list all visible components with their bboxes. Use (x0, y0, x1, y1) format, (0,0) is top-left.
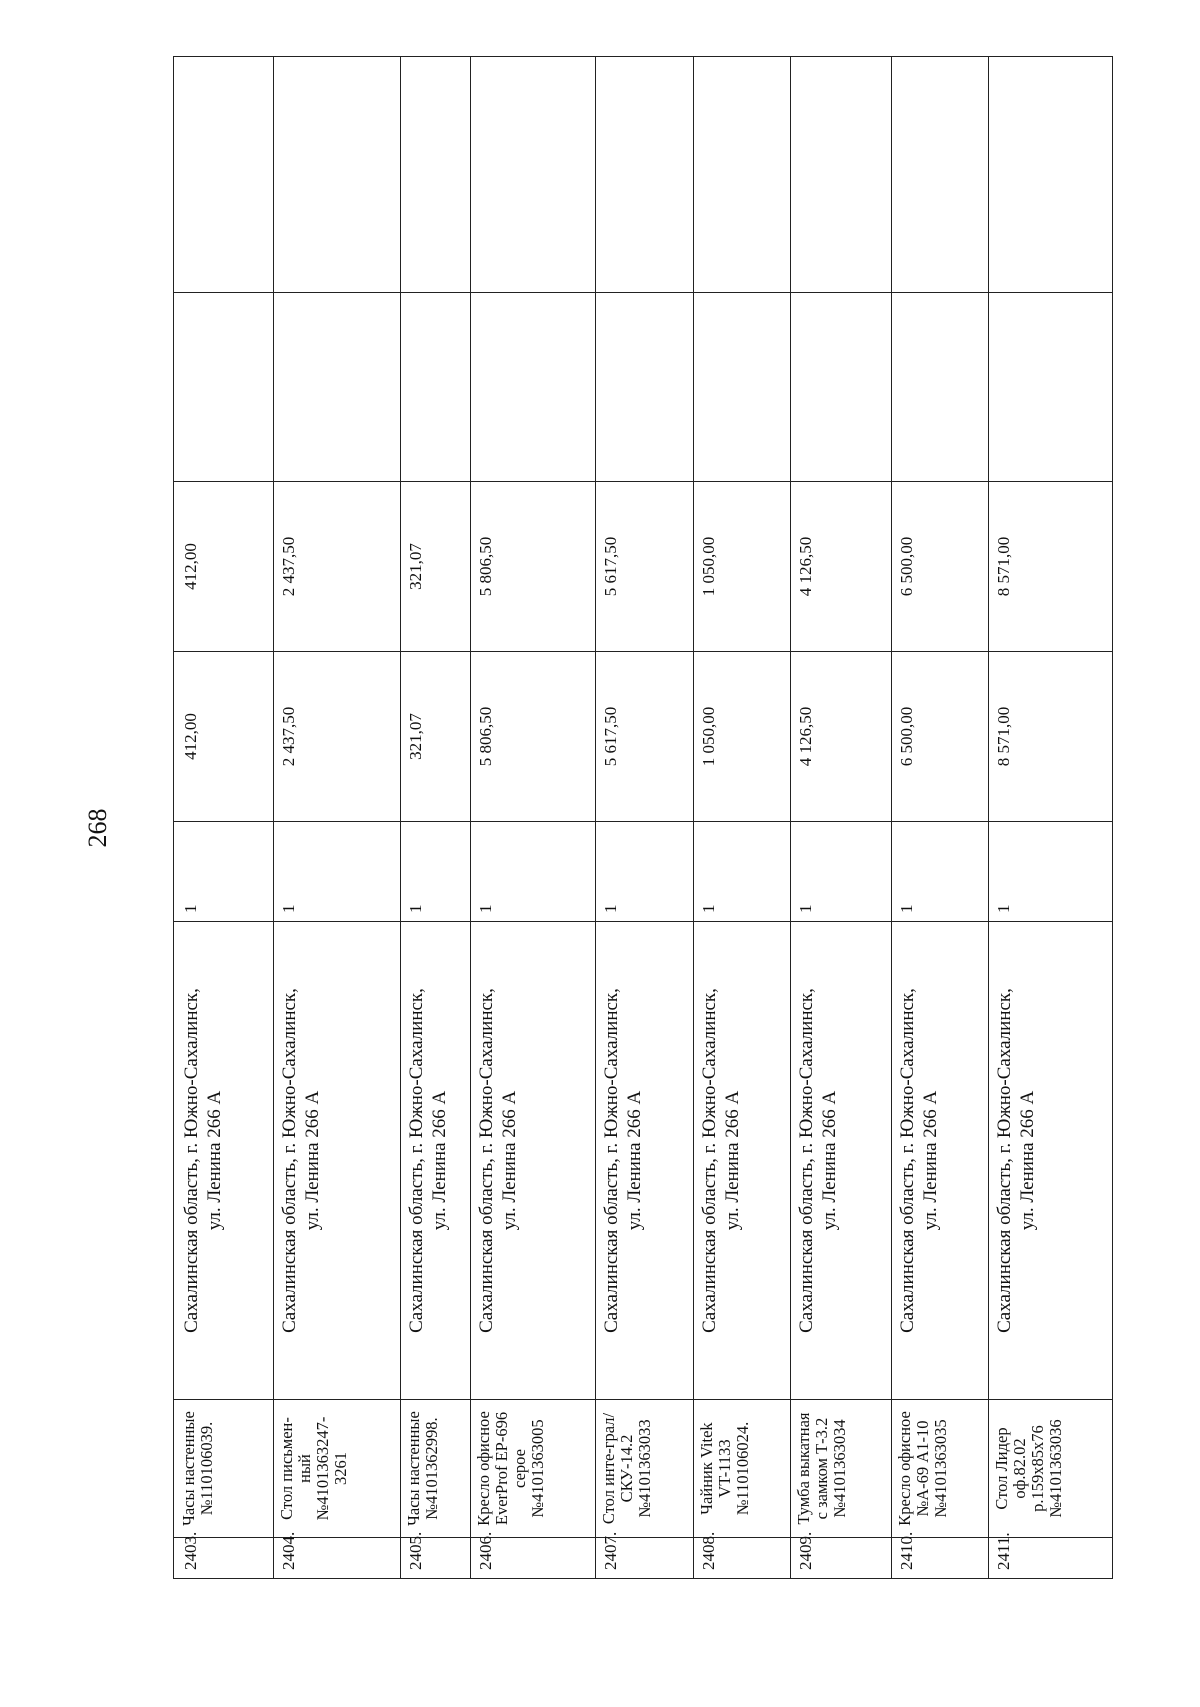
item-address (694, 922, 791, 1400)
empty-cell (470, 293, 596, 482)
empty-cell (694, 57, 791, 293)
table-row (694, 57, 791, 1579)
item-value-1: 6 500,00 (891, 652, 989, 822)
item-address (174, 922, 274, 1400)
address-line1: Сахалинская область, г. Южно-Сахалинск, (795, 988, 817, 1333)
item-name: Стол Лидер оф.82.02 р.159х85х76 №4101363036 (989, 1400, 1113, 1538)
item-value-2: 2 437,50 (273, 482, 400, 652)
row-number: 2407. (596, 1538, 694, 1579)
item-address (989, 922, 1113, 1400)
address-line1: Сахалинская область, г. Южно-Сахалинск, (896, 988, 918, 1333)
address-line2: ул. Ленина 266 А (919, 1090, 941, 1231)
row-number: 2408. (694, 1538, 791, 1579)
empty-cell (174, 293, 274, 482)
item-quantity: 1 (891, 822, 989, 922)
empty-cell (596, 57, 694, 293)
item-address (596, 922, 694, 1400)
item-address (400, 922, 470, 1400)
empty-cell (790, 293, 891, 482)
table-row (470, 57, 596, 1579)
address-line1: Сахалинская область, г. Южно-Сахалинск, (994, 988, 1016, 1333)
item-quantity: 1 (596, 822, 694, 922)
item-name: Чайник Vitek VT-1133 №110106024. (694, 1400, 791, 1538)
address-line2: ул. Ленина 266 А (498, 1090, 520, 1231)
empty-cell (989, 293, 1113, 482)
item-value-2: 4 126,50 (790, 482, 891, 652)
address-line1: Сахалинская область, г. Южно-Сахалинск, (405, 988, 427, 1333)
item-value-2: 412,00 (174, 482, 274, 652)
item-name: Стол инте-грал/СКУ-14.2 №4101363033 (596, 1400, 694, 1538)
item-value-1: 2 437,50 (273, 652, 400, 822)
address-line2: ул. Ленина 266 А (428, 1090, 450, 1231)
empty-cell (790, 57, 891, 293)
item-quantity: 1 (790, 822, 891, 922)
table-row (596, 57, 694, 1579)
row-number: 2411. (989, 1538, 1113, 1579)
item-address (273, 922, 400, 1400)
inventory-table-rotated (173, 57, 1113, 1579)
item-quantity: 1 (694, 822, 791, 922)
item-value-1: 8 571,00 (989, 652, 1113, 822)
empty-cell (400, 57, 470, 293)
empty-cell (989, 57, 1113, 293)
row-number: 2405. (400, 1538, 470, 1579)
item-value-2: 5 806,50 (470, 482, 596, 652)
item-value-2: 8 571,00 (989, 482, 1113, 652)
table-row (989, 57, 1113, 1579)
empty-cell (174, 57, 274, 293)
item-name: Часы настенные №110106039. (174, 1400, 274, 1538)
address-line1: Сахалинская область, г. Южно-Сахалинск, (475, 988, 497, 1333)
row-number: 2409. (790, 1538, 891, 1579)
address-line2: ул. Ленина 266 А (818, 1090, 840, 1231)
item-quantity: 1 (174, 822, 274, 922)
address-line1: Сахалинская область, г. Южно-Сахалинск, (699, 988, 721, 1333)
item-quantity: 1 (400, 822, 470, 922)
table-row (174, 57, 274, 1579)
row-number: 2404. (273, 1538, 400, 1579)
item-quantity: 1 (470, 822, 596, 922)
item-value-1: 1 050,00 (694, 652, 791, 822)
item-value-1: 4 126,50 (790, 652, 891, 822)
page-number: 268 (83, 808, 112, 848)
address-line2: ул. Ленина 266 А (204, 1090, 225, 1231)
item-address (790, 922, 891, 1400)
item-value-1: 321,07 (400, 652, 470, 822)
item-value-2: 6 500,00 (891, 482, 989, 652)
empty-cell (273, 57, 400, 293)
item-name: Стол письмен-ный №4101363247-3261 (273, 1400, 400, 1538)
item-name: Тумба выкатная с замком Т-3.2 №4101363034 (790, 1400, 891, 1538)
address-line2: ул. Ленина 266 А (624, 1090, 646, 1231)
item-value-2: 5 617,50 (596, 482, 694, 652)
address-line1: Сахалинская область, г. Южно-Сахалинск, (181, 988, 202, 1333)
address-line1: Сахалинская область, г. Южно-Сахалинск, (278, 988, 300, 1333)
item-value-1: 5 617,50 (596, 652, 694, 822)
empty-cell (400, 293, 470, 482)
row-number: 2403. (174, 1538, 274, 1579)
empty-cell (891, 57, 989, 293)
item-value-1: 412,00 (174, 652, 274, 822)
table-row (891, 57, 989, 1579)
item-name: Часы настенные №4101362998. (400, 1400, 470, 1538)
item-name: Кресло офисное EverProf EP-696 серое №4101363005 (470, 1400, 596, 1538)
empty-cell (694, 293, 791, 482)
item-name: Кресло офисное №А-69 А1-10 №4101363035 (891, 1400, 989, 1538)
address-line1: Сахалинская область, г. Южно-Сахалинск, (601, 988, 623, 1333)
empty-cell (891, 293, 989, 482)
address-line2: ул. Ленина 266 А (1017, 1090, 1039, 1231)
table-row (400, 57, 470, 1579)
row-number: 2410. (891, 1538, 989, 1579)
item-value-2: 1 050,00 (694, 482, 791, 652)
item-value-1: 5 806,50 (470, 652, 596, 822)
inventory-table (173, 56, 1113, 1579)
address-line2: ул. Ленина 266 А (722, 1090, 744, 1231)
table-row (790, 57, 891, 1579)
item-quantity: 1 (273, 822, 400, 922)
row-number: 2406. (470, 1538, 596, 1579)
address-line2: ул. Ленина 266 А (301, 1090, 323, 1231)
item-value-2: 321,07 (400, 482, 470, 652)
empty-cell (273, 293, 400, 482)
item-address (470, 922, 596, 1400)
empty-cell (470, 57, 596, 293)
item-quantity: 1 (989, 822, 1113, 922)
empty-cell (596, 293, 694, 482)
item-address (891, 922, 989, 1400)
table-row (273, 57, 400, 1579)
